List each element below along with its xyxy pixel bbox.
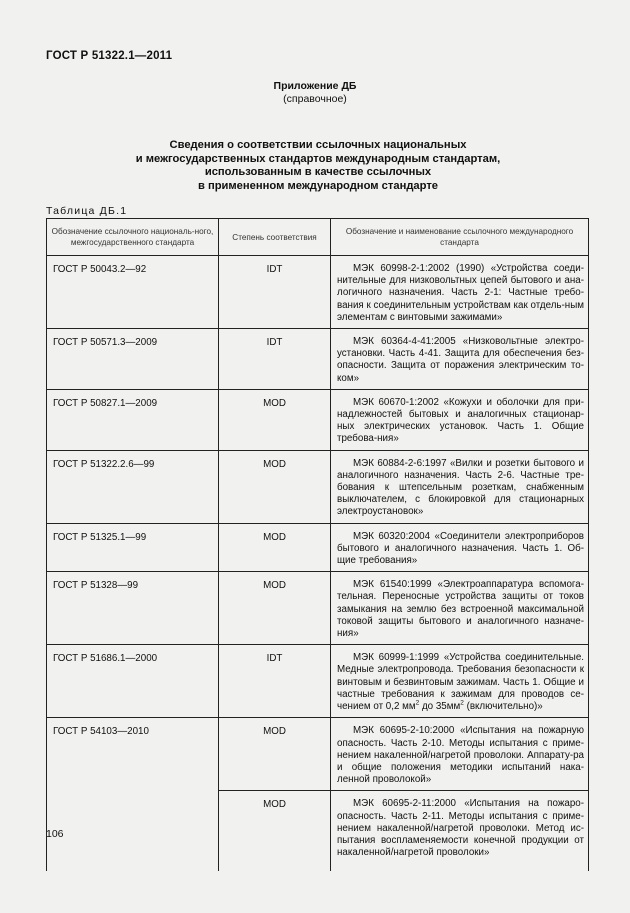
standard-cell: ГОСТ Р 54103—2010 bbox=[47, 718, 219, 791]
table-row bbox=[47, 389, 589, 450]
superscript: 2 bbox=[415, 699, 420, 707]
table-row bbox=[47, 572, 589, 645]
degree-cell: IDT bbox=[219, 329, 331, 390]
reference-cell: МЭК 60670-1:2002 «Кожухи и оболочки для при-надлежностей бытовых и аналогичных стационар-ных электрических установок. Часть 1. Общие требова-ния» bbox=[331, 389, 589, 450]
title-line: Сведения о соответствии ссылочных национальных bbox=[169, 139, 467, 151]
standard-cell: ГОСТ Р 50571.3—2009 bbox=[47, 329, 219, 390]
col-header-standard: Обозначение ссылочного националь-ного, межгосударственного стандарта bbox=[47, 219, 219, 256]
appendix-subtitle: (справочное) bbox=[283, 93, 347, 105]
reference-cell: МЭК 60998-2-1:2002 (1990) «Устройства соеди-нительные для низковольтных цепей бытового и ана-логичного назначения. Часть 2-1: Частные требо-вания к соединительным устройствам как отдель-ным элементам с винтовыми зажимами» bbox=[331, 256, 589, 329]
title-line: и межгосударственных стандартов международным стандартам, bbox=[135, 152, 501, 165]
reference-cell: МЭК 60884-2-6:1997 «Вилки и розетки бытового и аналогичного назначения. Часть 2-6. Частные тре-бования к штепсельным розеткам, снабженным выключателем, с блокировкой для стационарных электроустановок» bbox=[331, 450, 589, 523]
table-row bbox=[47, 450, 589, 523]
reference-text: до 35мм bbox=[419, 701, 461, 713]
standard-cell: ГОСТ Р 51325.1—99 bbox=[47, 523, 219, 572]
degree-cell: MOD bbox=[219, 523, 331, 572]
standard-cell: ГОСТ Р 51322.2.6—99 bbox=[47, 450, 219, 523]
degree-cell: MOD bbox=[219, 389, 331, 450]
table-row bbox=[47, 791, 589, 871]
degree-cell: MOD bbox=[219, 791, 331, 871]
appendix-title: Приложение ДБ bbox=[273, 80, 357, 92]
reference-cell: МЭК 60695-2-10:2000 «Испытания на пожарную опасность. Часть 2-10. Методы испытания с приме-нением накаленной/нагретой проволоки. Аппарату-ра и общие положения методики испытаний нака-ленной проволокой» bbox=[331, 718, 589, 791]
title-line: в примененном международном стандарте bbox=[197, 179, 439, 192]
reference-cell bbox=[331, 645, 589, 718]
standard-cell: ГОСТ Р 51328—99 bbox=[47, 572, 219, 645]
degree-cell: IDT bbox=[219, 645, 331, 718]
reference-cell: МЭК 60364-4-41:2005 «Низковольтные электро-установки. Часть 4-41. Защита для обеспечения без-опасности. Защита от поражения электрическим то-ком» bbox=[331, 329, 589, 390]
table-row bbox=[47, 718, 589, 791]
degree-cell: MOD bbox=[219, 572, 331, 645]
table-row bbox=[47, 523, 589, 572]
standard-cell: ГОСТ Р 50827.1—2009 bbox=[47, 389, 219, 450]
appendix-heading bbox=[0, 80, 630, 106]
reference-cell: МЭК 61540:1999 «Электроаппаратура вспомога-тельная. Переносные устройства защиты от токов замыкания на землю без встроенной максимальной токовой защиты бытового и аналогичного назначе-ния» bbox=[331, 572, 589, 645]
standard-cell: ГОСТ Р 50043.2—92 bbox=[47, 256, 219, 329]
table-row bbox=[47, 329, 589, 390]
table-header-row bbox=[47, 219, 589, 256]
table-caption: Таблица ДБ.1 bbox=[46, 205, 128, 217]
reference-text: (включительно)» bbox=[463, 701, 543, 713]
title-line: использованным в качестве ссылочных bbox=[204, 166, 432, 178]
col-header-degree: Степень соответствия bbox=[219, 219, 331, 256]
superscript: 2 bbox=[460, 699, 464, 707]
standard-cell bbox=[47, 791, 219, 871]
table-row bbox=[47, 256, 589, 329]
standard-cell: ГОСТ Р 51686.1—2000 bbox=[47, 645, 219, 718]
col-header-reference: Обозначение и наименование ссылочного международного стандарта bbox=[331, 219, 589, 256]
reference-table bbox=[46, 218, 589, 871]
degree-cell: MOD bbox=[219, 718, 331, 791]
table-row bbox=[47, 645, 589, 718]
document-code: ГОСТ Р 51322.1—2011 bbox=[46, 50, 173, 62]
degree-cell: IDT bbox=[219, 256, 331, 329]
degree-cell: MOD bbox=[219, 450, 331, 523]
reference-cell: МЭК 60695-2-11:2000 «Испытания на пожаро-опасность. Часть 2-11. Методы испытания с приме-нением накаленной/нагретой проволоки. Метод ис-пытания воспламеняемости конечной продукции от накаленной/нагретой проволоки» bbox=[331, 791, 589, 871]
page-number: 106 bbox=[46, 828, 64, 840]
reference-text: МЭК 60999-1:1999 «Устройства соединительные. Медные электропровода. Требования безопасности к винтовым и безвинтовым зажимам. Часть 1. Общие и частные требования к зажимам для проводов се-чением от 0,2 мм bbox=[337, 652, 584, 713]
section-title bbox=[80, 139, 556, 193]
reference-cell: МЭК 60320:2004 «Соединители электроприборов бытового и аналогичного назначения. Часть 1. Об-щие требования» bbox=[331, 523, 589, 572]
